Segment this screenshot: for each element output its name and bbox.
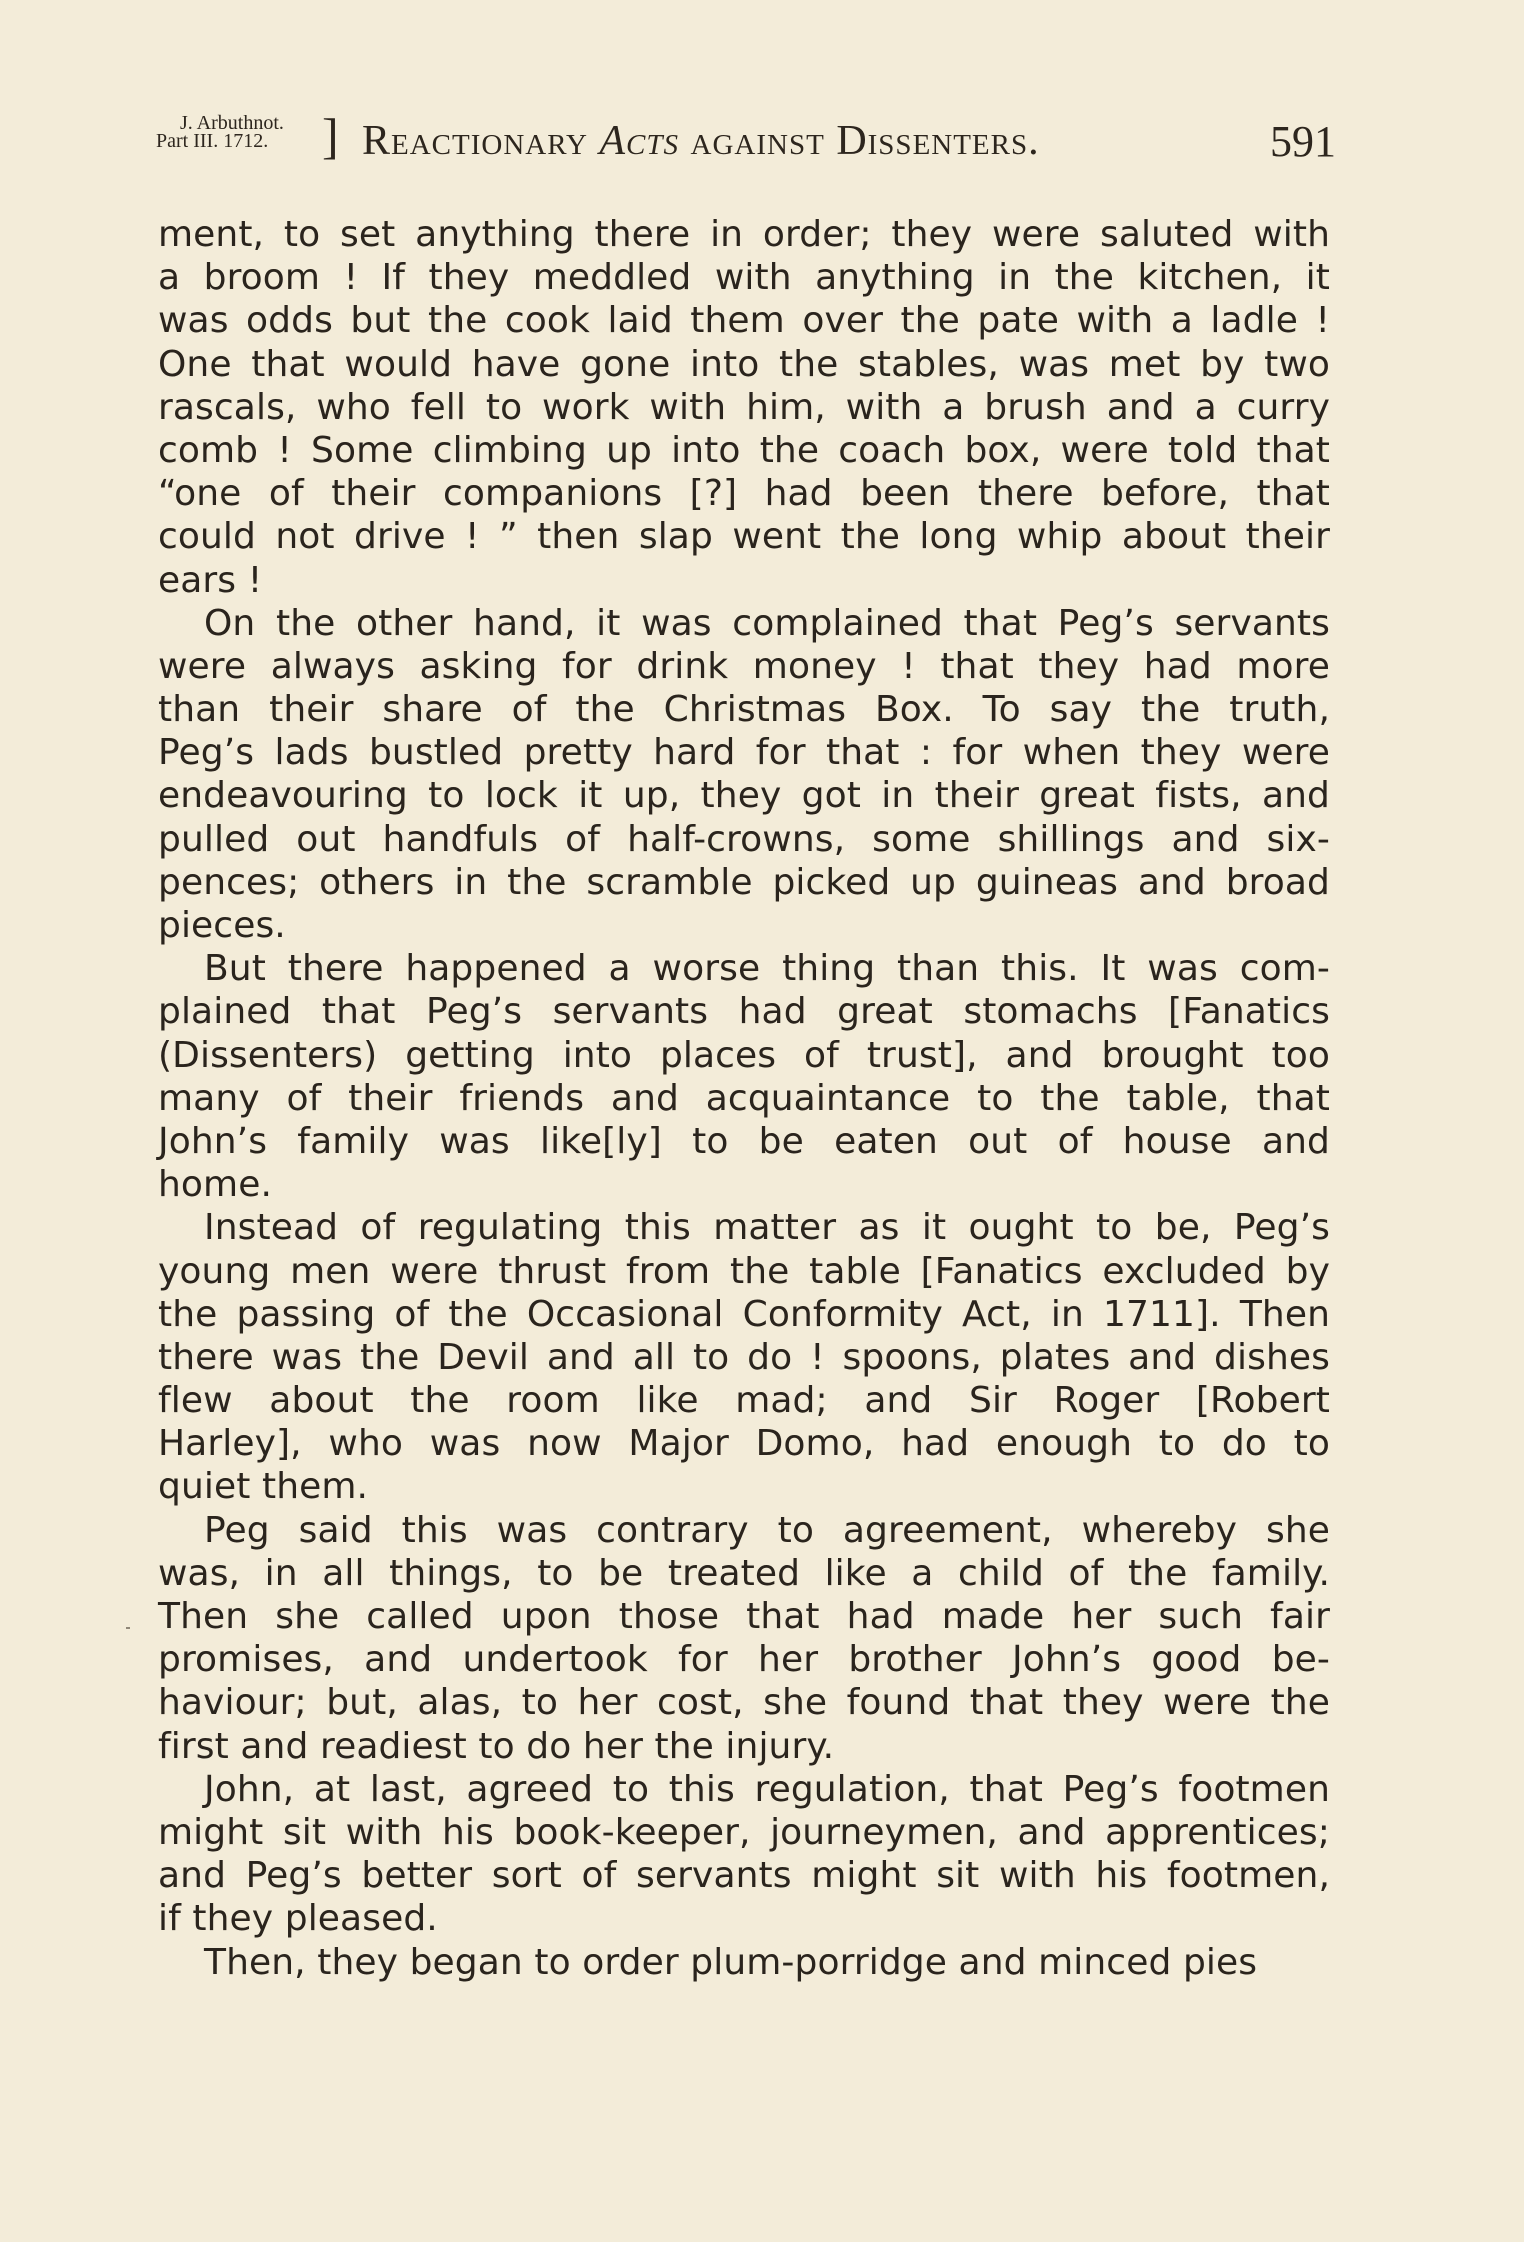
source-reference (156, 114, 321, 150)
paragraph-end-line: home. (158, 1164, 273, 1206)
text-line: promises, and undertook for her brother John’s good be- (158, 1639, 1330, 1681)
text-line: many of their friends and acquaintance to the table, that (158, 1077, 1330, 1119)
author-reference: J. Arbuthnot. (180, 112, 284, 134)
running-title-acts: Acts (599, 118, 680, 164)
text-line: One that would have gone into the stables, was met by two (158, 343, 1330, 385)
paragraph-start-line: Then, they began to order plum-porridge and minced pies (204, 1941, 1258, 1983)
paragraph-start-line: On the other hand, it was complained that Peg’s servants (204, 602, 1330, 644)
paragraph-start-line: John, at last, agreed to this regulation, that Peg’s footmen (204, 1768, 1330, 1810)
text-line: John’s family was like[ly] to be eaten out of house and (158, 1120, 1330, 1162)
text-line: plained that Peg’s servants had great stomachs [Fanatics (158, 991, 1330, 1033)
header-bracket: ] (322, 108, 339, 164)
text-line: flew about the room like mad; and Sir Roger [Robert (158, 1380, 1330, 1422)
text-line: young men were thrust from the table [Fanatics excluded by (158, 1250, 1330, 1292)
text-line: pences; others in the scramble picked up guineas and broad (158, 861, 1330, 903)
text-line: than their share of the Christmas Box. To say the truth, (158, 689, 1330, 731)
text-line: might sit with his book-keeper, journeymen, and apprentices; (158, 1811, 1330, 1853)
text-line: there was the Devil and all to do ! spoons, plates and dishes (158, 1336, 1330, 1378)
body-text (158, 213, 1330, 1984)
text-line: was odds but the cook laid them over the pate with a ladle ! (158, 300, 1330, 342)
paragraph-end-line: quiet them. (158, 1466, 369, 1508)
margin-mark (126, 1627, 130, 1629)
text-line: Peg’s lads bustled pretty hard for that : for when they were (158, 732, 1330, 774)
text-line: (Dissenters) getting into places of trust], and brought too (158, 1034, 1330, 1076)
text-line: the passing of the Occasional Conformity Act, in 1711]. Then (158, 1293, 1330, 1335)
running-title (362, 114, 1252, 168)
text-line: and Peg’s better sort of servants might sit with his footmen, (158, 1855, 1330, 1897)
text-line: Harley], who was now Major Domo, had enough to do to (158, 1423, 1330, 1465)
paragraph-start-line: But there happened a worse thing than this. It was com- (204, 948, 1330, 990)
paragraph-start-line: Instead of regulating this matter as it ought to be, Peg’s (204, 1207, 1330, 1249)
text-line: “one of their companions [?] had been there before, that (158, 473, 1330, 515)
paragraph-end-line: first and readiest to do her the injury. (158, 1725, 835, 1767)
text-line: pulled out handfuls of half-crowns, some shillings and six- (158, 818, 1330, 860)
text-line: comb ! Some climbing up into the coach box, were told that (158, 429, 1330, 471)
text-line: haviour; but, alas, to her cost, she found that they were the (158, 1682, 1330, 1724)
text-line: were always asking for drink money ! that they had more (158, 645, 1330, 687)
text-line: endeavouring to lock it up, they got in their great fists, and (158, 775, 1330, 817)
text-line: rascals, who fell to work with him, with a brush and a curry (158, 386, 1330, 428)
page-number: 591 (1270, 117, 1336, 166)
running-title-prefix: Reactionary (362, 118, 600, 164)
running-header (156, 106, 1336, 170)
part-reference: Part III. 1712. (156, 130, 269, 152)
paragraph-end-line: ears ! (158, 559, 263, 601)
text-line: Then she called upon those that had made her such fair (158, 1596, 1330, 1637)
text-line: was, in all things, to be treated like a child of the family. (158, 1552, 1330, 1594)
text-line: a broom ! If they meddled with anything in the kitchen, it (158, 257, 1330, 299)
paragraph-start-line: Peg said this was contrary to agreement, whereby she (204, 1509, 1330, 1551)
paragraph-end-line: pieces. (158, 905, 286, 946)
running-title-suffix: against Dissenters. (679, 118, 1040, 164)
paragraph-end-line: if they pleased. (158, 1898, 438, 1940)
text-line: could not drive ! ” then slap went the long whip about their (158, 516, 1330, 558)
text-line: ment, to set anything there in order; they were saluted with (158, 214, 1330, 255)
